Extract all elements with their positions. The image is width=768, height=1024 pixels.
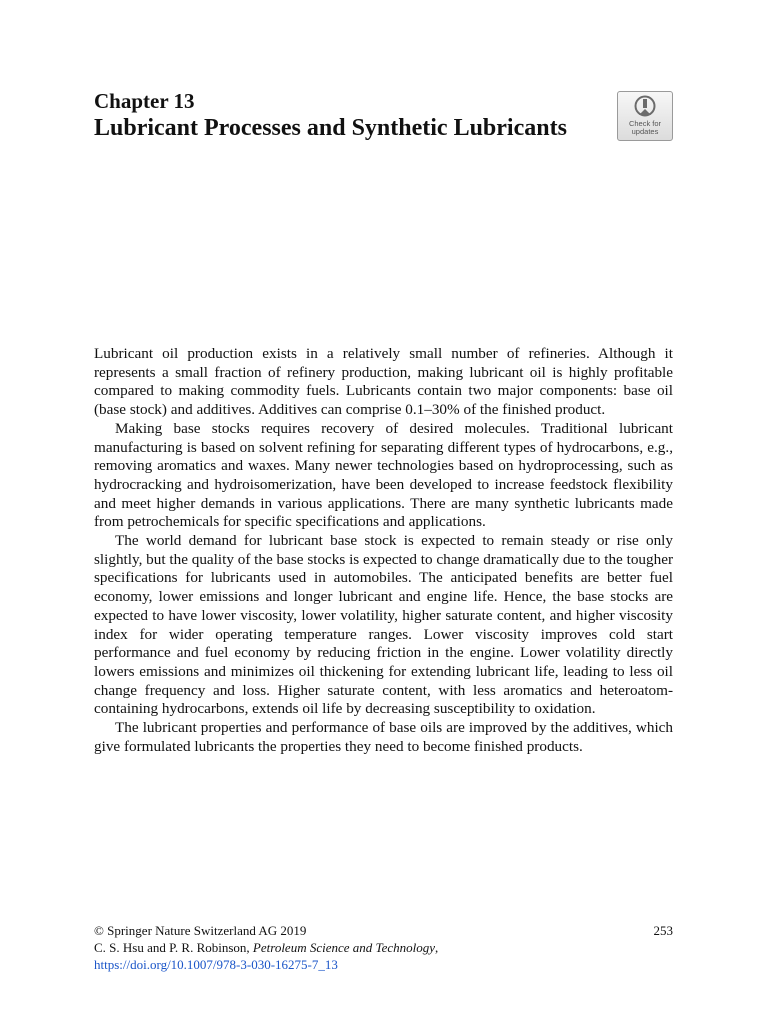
check-for-updates-badge[interactable]	[617, 91, 673, 141]
chapter-title: Lubricant Processes and Synthetic Lubricants	[94, 115, 567, 141]
paragraph: Making base stocks requires recovery of desired molecules. Traditional lubricant manufacturing is based on solvent refining for separating different types of hydrocarbons, e.g., removing aromatics and waxes. Many newer technologies based on hydroprocessing, such as hydrocracking and hydroisomerization, have been developed to increase feedstock flexibility and meet higher demands in various applications. There are many synthetic lubricants made from petrochemicals for specific specifications and applications.	[94, 419, 673, 531]
paragraph: Lubricant oil production exists in a relatively small number of refineries. Although it represents a small fraction of refinery production, making lubricant oil is highly profitable compared to making commodity fuels. Lubricants contain two major components: base oil (base stock) and additives. Additives can comprise 0.1–30% of the finished product.	[94, 345, 673, 419]
paragraph: The lubricant properties and performance of base oils are improved by the additives, which give formulated lubricants the properties they need to become finished products.	[94, 719, 673, 755]
chapter-label: Chapter 13	[94, 89, 195, 113]
book-title-suffix: ,	[435, 940, 439, 955]
badge-label: Check for updates	[628, 119, 662, 136]
paragraph: The world demand for lubricant base stock is expected to remain steady or rise only slightly, but the quality of the base stocks is expected to change dramatically due to the tougher specifications for lubricants used in automobiles. The anticipated benefits are better fuel economy, lower emissions and longer lubricant and engine life. Hence, the base stocks are expected to have lower viscosity, lower volatility, higher saturate content, and higher viscosity index for wider operating temperature ranges. Lower viscosity improves cold start performance and fuel economy by reducing friction in the engine. Lower volatility directly lowers emissions and minimizes oil thickening for extending lubricant life, leading to less oil change frequency and loss. Higher saturate content, with less aromatics and heteroatom-containing hydrocarbons, extends oil life by decreasing susceptibility to oxidation.	[94, 532, 673, 718]
page-number: 253	[653, 923, 673, 938]
footer	[94, 922, 673, 973]
copyright-line: © Springer Nature Switzerland AG 2019	[94, 923, 307, 938]
authors: C. S. Hsu and P. R. Robinson,	[94, 940, 253, 955]
book-title: Petroleum Science and Technology	[252, 940, 435, 955]
check-for-updates-icon	[632, 95, 658, 119]
citation-line	[94, 939, 673, 956]
doi-link[interactable]: https://doi.org/10.1007/978-3-030-16275-7_13	[94, 957, 338, 972]
body-text	[94, 345, 673, 756]
